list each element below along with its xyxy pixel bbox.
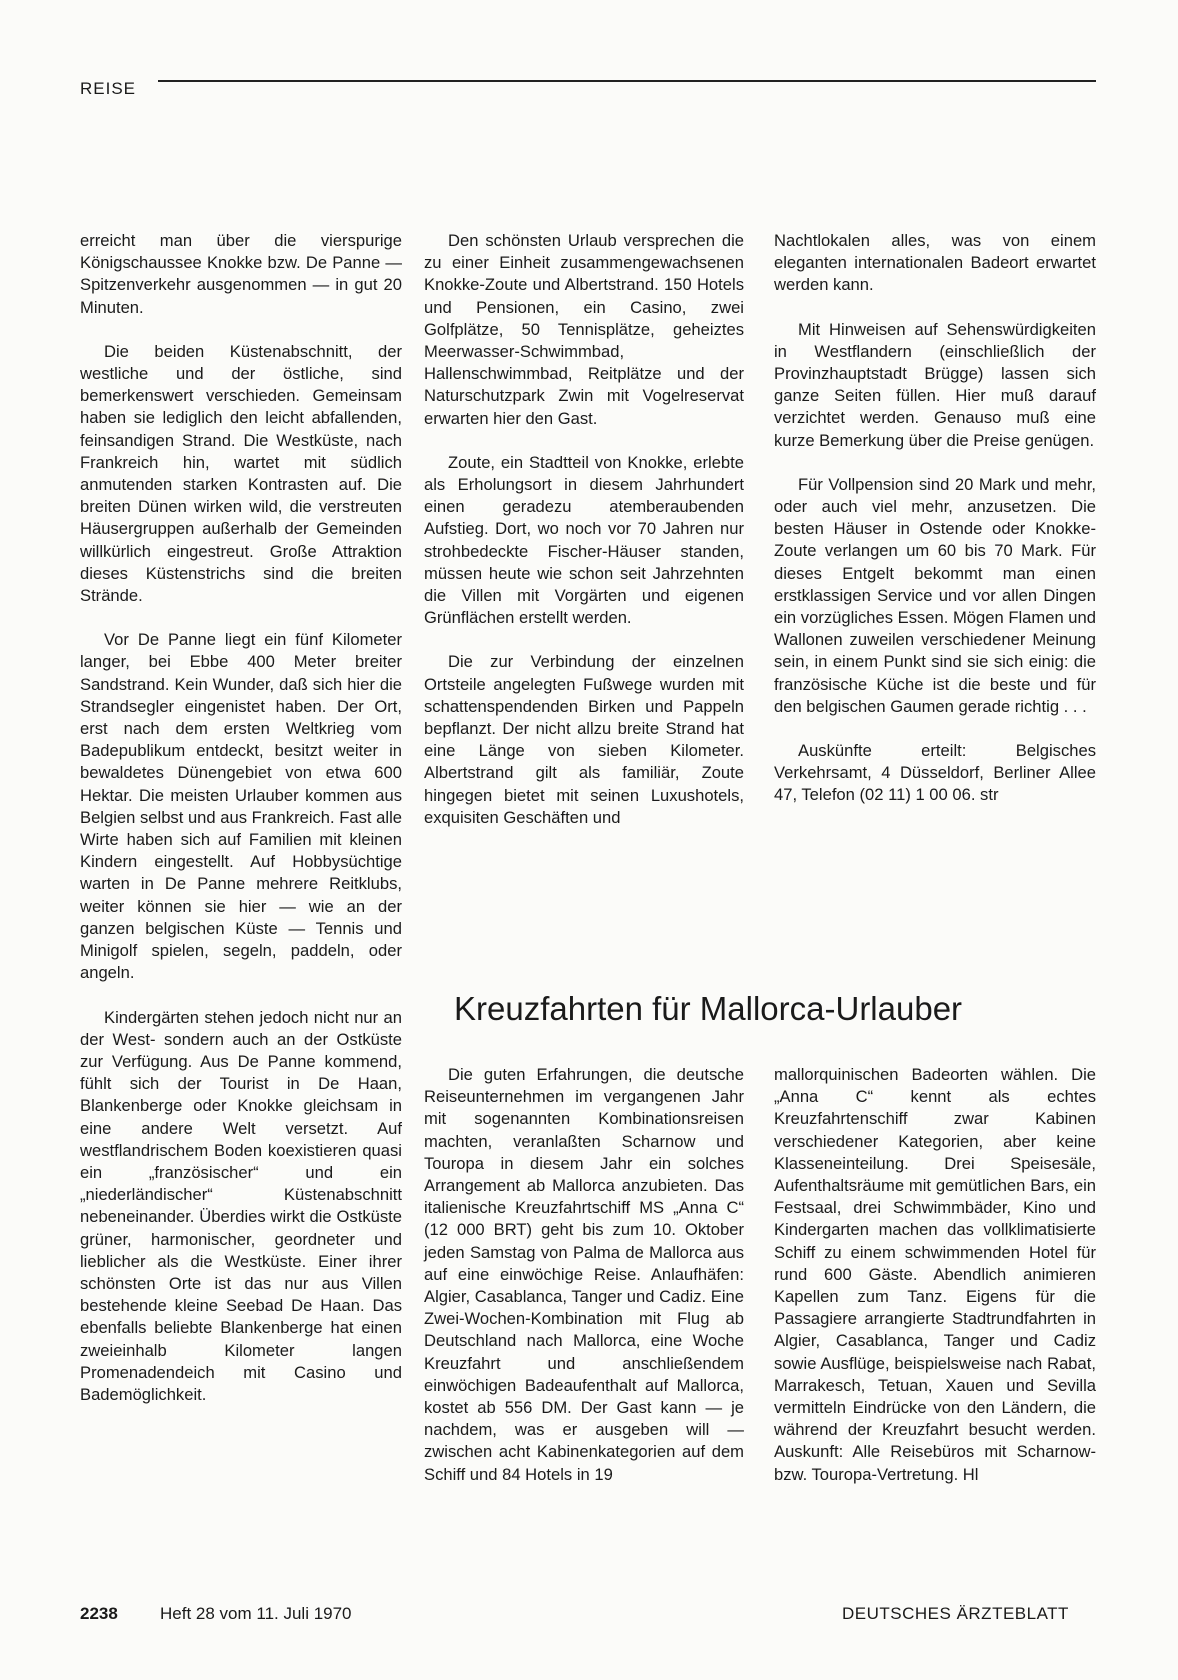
paragraph: Nachtlokalen alles, was von einem eleganten internationalen Badeort erwartet werden kann.: [774, 231, 1096, 295]
footer-issue: Heft 28 vom 11. Juli 1970: [160, 1604, 352, 1623]
paragraph: mallorquinischen Badeorten wählen. Die „Anna C“ kennt als echtes Kreuzfahrtenschiff zwar Kabinen verschiedener Kategorien, aber keine Klasseneinteilung. Drei Speisesäle, Aufenthaltsräume mit gemütlichen Bars, ein Festsaal, drei Schwimmbäder, Kino und Kindergarten machen das vollklimatisierte Schiff zu einem schwimmenden Hotel für rund 600 Gäste. Abendlich animieren Kapellen zum Tanz. Eigens für die Passagiere arrangierte Stadtrundfahrten in Algier, Casablanca, Tanger und Cadiz sowie Ausflüge, beispielsweise nach Rabat, Marrakesch, Tetuan, Xauen und Sevilla vermitteln Eindrücke von den Ländern, die während der Kreuzfahrt besucht werden. Auskunft: Alle Reisebüros mit Scharnow- bzw. Touropa-Vertretung. Hl: [774, 1065, 1096, 1484]
article-headline: Kreuzfahrten für Mallorca-Urlauber: [454, 990, 963, 1027]
paragraph: Die zur Verbindung der einzelnen Ortsteile angelegten Fußwege wurden mit schattenspendenden Birken und Pappeln bepflanzt. Der nicht allzu breite Strand hat eine Länge von sieben Kilometer. Albertstrand gilt als familiär, Zoute hingegen bietet mit seinen Luxushotels, exquisiten Geschäften und: [424, 652, 744, 827]
paragraph: Zoute, ein Stadtteil von Knokke, erlebte als Erholungsort in diesem Jahrhundert einen geradezu atemberaubenden Aufstieg. Dort, wo noch vor 70 Jahren nur strohbedeckte Fischer-Häuser standen, müssen heute wie schon seit Jahrzehnten die Villen mit Vorgärten und eigenen Grünflächen erstellt werden.: [424, 452, 744, 628]
mallorca-column-2: [774, 1064, 1096, 1508]
article-column-2: [424, 230, 744, 851]
paragraph: Vor De Panne liegt ein fünf Kilometer langer, bei Ebbe 400 Meter breiter Sandstrand. Kein Wunder, daß sich hier die Strandsegler eingenistet haben. Der Ort, erst nach dem ersten Weltkrieg vom Badepublikum entdeckt, besitzt weiter in bewaldetes Dünengebiet von etwa 600 Hektar. Die meisten Urlauber kommen aus Belgien selbst und aus Frankreich. Fast alle Wirte haben sich auf Familien mit kleinen Kindern eingestellt. Auf Hobbysüchtige warten in De Panne mehrere Reitklubs, weiter können sie hier — wie an der ganzen belgischen Küste — Tennis und Minigolf spielen, segeln, paddeln, oder angeln.: [80, 630, 402, 983]
paragraph: erreicht man über die vierspurige Königschaussee Knokke bzw. De Panne — Spitzenverkehr ausgenommen — in gut 20 Minuten.: [80, 231, 402, 317]
paragraph: Kindergärten stehen jedoch nicht nur an der West- sondern auch an der Ostküste zur Verfügung. Aus De Panne kommend, fühlt sich der Tourist in De Haan, Blankenberge oder Knokke gleichsam in eine andere Welt versetzt. Auf westflandrischem Boden koexistieren quasi ein „französischer“ und ein „niederländischer“ Küstenabschnitt nebeneinander. Überdies wirkt die Ostküste grüner, harmonischer, geordneter und lieblicher als die Westküste. Einer ihrer schönsten Orte ist das nur aus Villen bestehende kleine Seebad De Haan. Das ebenfalls beliebte Blankenberge hat einen zweieinhalb Kilometer langen Promenadendeich mit Casino und Bademöglichkeit.: [80, 1007, 402, 1404]
paragraph: Die guten Erfahrungen, die deutsche Reiseunternehmen im vergangenen Jahr mit sogenannten Kombinationsreisen machten, veranlaßten Scharnow und Touropa in diesem Jahr ein solches Arrangement ab Mallorca anzubieten. Das italienische Kreuzfahrtschiff MS „Anna C“ (12 000 BRT) geht bis zum 10. Oktober jeden Samstag von Palma de Mallorca aus auf eine einwöchige Reise. Anlaufhäfen: Algier, Casablanca, Tanger und Cadiz. Eine Zwei-Wochen-Kombination mit Flug ab Deutschland nach Mallorca, eine Woche Kreuzfahrt und anschließendem einwöchigen Badeaufenthalt auf Mallorca, kostet ab 556 DM. Der Gast kann — je nachdem, was er ausgeben will — zwischen acht Kabinenkategorien auf dem Schiff und 84 Hotels in 19: [424, 1065, 744, 1484]
paragraph: Auskünfte erteilt: Belgisches Verkehrsamt, 4 Düsseldorf, Berliner Allee 47, Telefon (02 11) 1 00 06. str: [774, 741, 1096, 805]
paragraph: Für Vollpension sind 20 Mark und mehr, oder auch viel mehr, anzusetzen. Die besten Häuser in Ostende oder Knokke-Zoute verlangen um 60 bis 70 Mark. Für dieses Entgelt bekommt man einen erstklassigen Service und vor allen Dingen ein vorzügliches Essen. Mögen Flamen und Wallonen zuweilen verschiedener Meinung sein, in einem Punkt sind sie sich einig: die französische Küche ist die beste und für den belgischen Gaumen gerade richtig . . .: [774, 474, 1096, 716]
header-section-label: REISE: [80, 79, 137, 98]
paragraph: Die beiden Küstenabschnitt, der westliche und der östliche, sind bemerkenswert verschieden. Gemeinsam haben sie lediglich den leicht abfallenden, feinsandigen Strand. Die Westküste, nach Frankreich hin, wartet mit südlich anmutenden starken Kontrasten auf. Die breiten Dünen wirken wild, die verstreuten Häusergruppen außerhalb der Gemeinden willkürlich eingestreut. Große Attraktion dieses Küstenstrichs sind die breiten Strände.: [80, 341, 402, 606]
footer-journal-name: DEUTSCHES ÄRZTEBLATT: [842, 1604, 1069, 1623]
footer-page-number: 2238: [80, 1604, 118, 1623]
paragraph: Den schönsten Urlaub versprechen die zu einer Einheit zusammengewachsenen Knokke-Zoute und Albertstrand. 150 Hotels und Pensionen, ein Casino, zwei Golfplätze, 50 Tennisplätze, geheiztes Meerwasser-Schwimmbad, Hallenschwimmbad, Reitplätze und der Naturschutzpark Zwin mit Vogelreservat erwarten hier den Gast.: [424, 231, 744, 428]
paragraph: Mit Hinweisen auf Sehenswürdigkeiten in Westflandern (einschließlich der Provinzhauptstadt Brügge) lassen sich ganze Seiten füllen. Hier muß darauf verzichtet werden. Genauso muß eine kurze Bemerkung über die Preise genügen.: [774, 319, 1096, 450]
article-column-1: [80, 230, 402, 1428]
article-column-3: [774, 230, 1096, 829]
header-rule: [158, 80, 1096, 82]
mallorca-column-1: [424, 1064, 744, 1508]
